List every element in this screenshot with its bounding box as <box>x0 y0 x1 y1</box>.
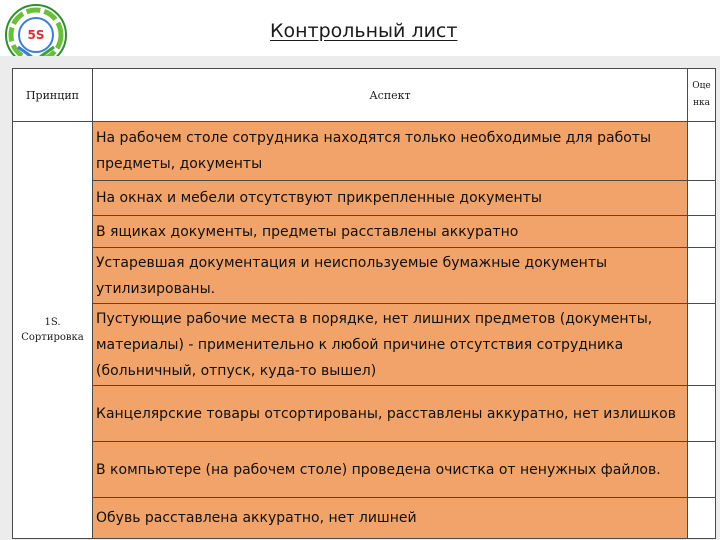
score-cell[interactable] <box>688 216 716 248</box>
table-row <box>13 181 716 216</box>
aspect-cell: Обувь расставлена аккуратно, нет лишней <box>93 498 688 539</box>
principle-name: Сортировка <box>21 332 84 343</box>
checklist-panel <box>0 56 720 540</box>
score-cell[interactable] <box>688 304 716 386</box>
table-header-row <box>13 69 716 122</box>
score-cell[interactable] <box>688 442 716 498</box>
checklist-table <box>12 68 716 539</box>
table-row <box>13 498 716 539</box>
score-cell[interactable] <box>688 122 716 181</box>
column-header-score: Оце нка <box>688 69 716 122</box>
page-title: Контрольный лист <box>270 20 458 42</box>
score-cell[interactable] <box>688 498 716 539</box>
aspect-cell: В компьютере (на рабочем столе) проведена очистка от ненужных файлов. <box>93 442 688 498</box>
principle-number: 1S. <box>44 317 61 328</box>
principle-cell <box>13 122 93 539</box>
column-header-aspect: Аспект <box>93 69 688 122</box>
aspect-cell: Канцелярские товары отсортированы, расставлены аккуратно, нет излишков <box>93 386 688 442</box>
table-row <box>13 122 716 181</box>
score-cell[interactable] <box>688 386 716 442</box>
header <box>0 0 720 56</box>
table-row <box>13 442 716 498</box>
table-row <box>13 304 716 386</box>
aspect-cell: Пустующие рабочие места в порядке, нет лишних предметов (документы, материалы) - применительно к любой причине отсутствия сотрудника (больничный, отпуск, куда-то вышел) <box>93 304 688 386</box>
aspect-cell: В ящиках документы, предметы расставлены аккуратно <box>93 216 688 248</box>
score-cell[interactable] <box>688 248 716 304</box>
table-row <box>13 248 716 304</box>
score-cell[interactable] <box>688 181 716 216</box>
aspect-cell: Устаревшая документация и неиспользуемые бумажные документы утилизированы. <box>93 248 688 304</box>
table-row <box>13 216 716 248</box>
column-header-principle: Принцип <box>13 69 93 122</box>
aspect-cell: На окнах и мебели отсутствуют прикрепленные документы <box>93 181 688 216</box>
svg-text:5S: 5S <box>27 28 45 42</box>
aspect-cell: На рабочем столе сотрудника находятся только необходимые для работы предметы, документы <box>93 122 688 181</box>
table-row <box>13 386 716 442</box>
